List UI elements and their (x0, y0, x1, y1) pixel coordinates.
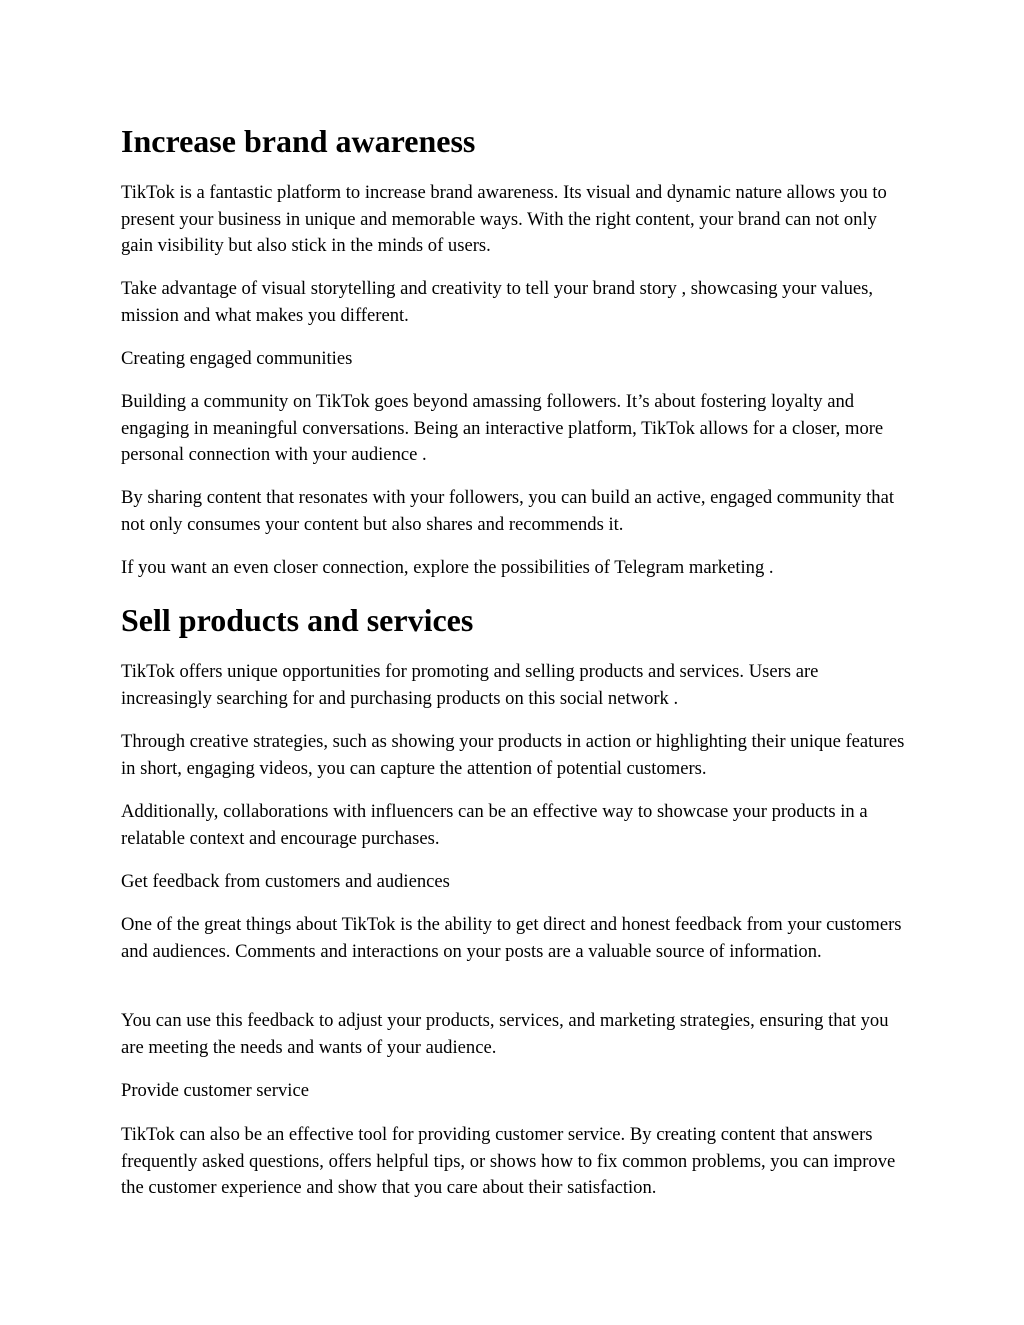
paragraph-adjust-strategies: You can use this feedback to adjust your products, services, and marketing strategies, ensuring that you are meeting the needs and wants of your audience. (121, 1010, 889, 1058)
paragraph-creative-strategies: Through creative strategies, such as showing your products in action or highlighting their unique features in short, engaging videos, you can capture the attention of potential customers. (121, 731, 905, 779)
heading-sell-products-services: Sell products and services (121, 602, 474, 638)
paragraph-customer-service-tool: TikTok can also be an effective tool for providing customer service. By creating content that answers frequently asked questions, offers helpful tips, or shows how to fix common problems, you can improve the customer experience and show that you care about their satisfaction. (121, 1124, 896, 1198)
paragraph-building-community: Building a community on TikTok goes beyond amassing followers. It’s about fostering loyalty and engaging in meaningful conversations. Being an interactive platform, TikTok allows for a closer, more personal connection with your audience . (121, 391, 884, 465)
heading-increase-brand-awareness: Increase brand awareness (121, 123, 476, 159)
paragraph-sharing-content: By sharing content that resonates with your followers, you can build an active, engaged community that not only consumes your content but also shares and recommends it. (121, 487, 894, 535)
paragraph-telegram-marketing: If you want an even closer connection, explore the possibilities of Telegram marketing . (121, 557, 774, 578)
paragraph-tiktok-platform: TikTok is a fantastic platform to increase brand awareness. Its visual and dynamic nature allows you to present your business in unique and memorable ways. With the right content, your brand can not only gain visibility but also stick in the minds of users. (121, 182, 887, 256)
paragraph-influencer-collaborations: Additionally, collaborations with influencers can be an effective way to showcase your products in a relatable context and encourage purchases. (121, 801, 868, 849)
subheading-get-feedback: Get feedback from customers and audiences (121, 871, 450, 892)
paragraph-visual-storytelling: Take advantage of visual storytelling and creativity to tell your brand story , showcasing your values, mission and what makes you different. (121, 278, 874, 326)
subheading-engaged-communities: Creating engaged communities (121, 348, 353, 369)
paragraph-honest-feedback: One of the great things about TikTok is the ability to get direct and honest feedback from your customers and audiences. Comments and interactions on your posts are a valuable source of information. (121, 914, 902, 962)
subheading-customer-service: Provide customer service (121, 1080, 309, 1101)
paragraph-unique-opportunities: TikTok offers unique opportunities for promoting and selling products and services. Users are increasingly searching for and purchasing products on this social network . (121, 661, 819, 709)
